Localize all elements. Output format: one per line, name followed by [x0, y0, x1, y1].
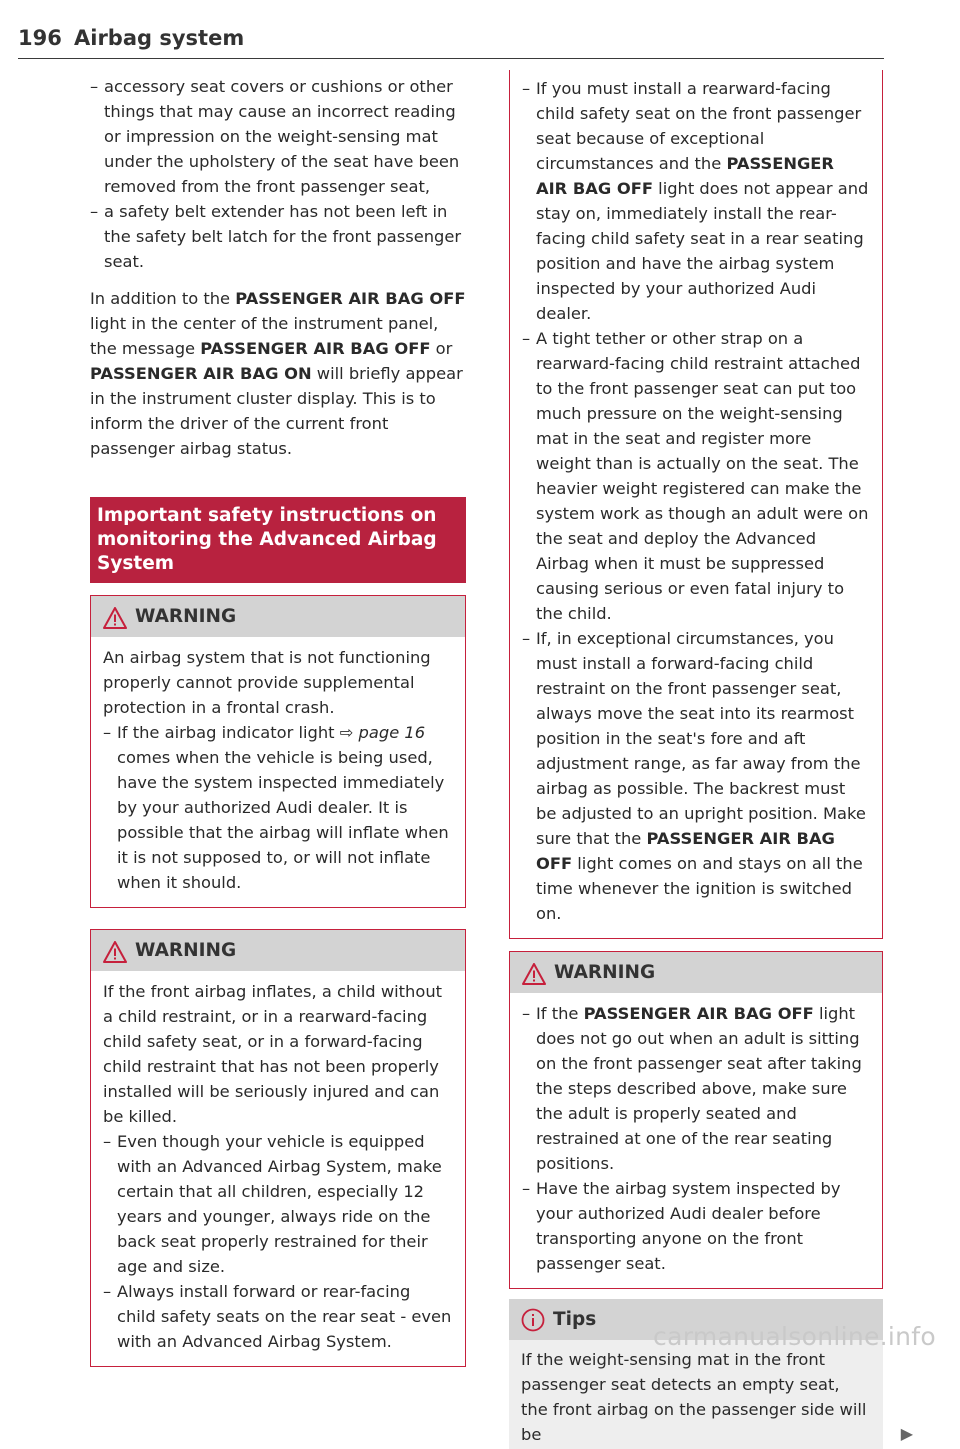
text: will briefly appear in the instrument cluster display. This is to inform the driver of the current front passenger airbag status. — [90, 364, 463, 458]
bold-term: PASSENGER AIR BAG OFF — [235, 289, 466, 308]
left-column — [90, 70, 466, 1367]
warning-list — [103, 1129, 453, 1354]
warning-header — [510, 952, 882, 993]
warning-title: WARNING — [135, 940, 237, 961]
text: light comes on and stays on all the time whenever the ignition is switched on. — [536, 854, 863, 923]
warning-title: WARNING — [554, 962, 656, 983]
warning-text: If the front airbag inflates, a child without a child restraint, or in a rearward-facing child safety seat, or in a forward-facing child restraint that has not been properly installed will be seriously injured and can be killed. — [103, 982, 443, 1126]
list-item — [522, 76, 870, 326]
warning-triangle-icon — [103, 607, 127, 629]
continue-arrow-icon: ▶ — [900, 1424, 913, 1443]
tips-text: If the weight-sensing mat in the front passenger seat detects an empty seat, the front airbag on the passenger side will be — [521, 1350, 867, 1444]
page-header — [18, 20, 884, 59]
list-item — [103, 720, 453, 895]
tips-body — [509, 1340, 913, 1449]
warning-list — [103, 720, 453, 895]
text: If you must install a rearward-facing child safety seat on the front passenger seat because of exceptional circumstances and the — [536, 79, 862, 173]
list-item — [522, 626, 870, 926]
text: comes when the vehicle is being used, have the system inspected immediately by your authorized Audi dealer. It is possible that the airbag will inflate when it is not supposed to, or will not inflate when it should. — [117, 748, 449, 892]
text: If the airbag indicator light — [117, 723, 340, 742]
page-number: 196 — [18, 26, 62, 50]
bold-term: PASSENGER AIR BAG OFF — [536, 829, 835, 873]
warning-triangle-icon — [522, 963, 546, 985]
text: light in the center of the instrument panel, the message — [90, 314, 439, 358]
list-item: – Have the airbag system inspected by your authorized Audi dealer before transporting anyone on the front passenger seat. — [522, 1176, 870, 1276]
warning-triangle-icon — [103, 941, 127, 963]
list-item: – Even though your vehicle is equipped with an Advanced Airbag System, make certain that all children, especially 12 years and younger, always ride on the back seat properly restrained for their age and size. — [103, 1129, 453, 1279]
bold-term: PASSENGER AIR BAG ON — [90, 364, 312, 383]
info-icon — [521, 1308, 545, 1332]
intro-list — [90, 74, 466, 274]
page-reference-link[interactable]: ⇨ page 16 — [339, 723, 426, 742]
warning-body — [510, 993, 882, 1288]
list-item — [522, 1001, 870, 1176]
warning-box — [509, 951, 883, 1289]
watermark: carmanualsonline.info — [653, 1322, 936, 1351]
status-paragraph — [90, 286, 466, 461]
warning-text: An airbag system that is not functioning properly cannot provide supplemental protection in a frontal crash. — [103, 648, 431, 717]
right-column — [509, 70, 913, 1449]
bold-term: PASSENGER AIR BAG OFF — [583, 1004, 814, 1023]
section-title: Airbag system — [74, 26, 245, 50]
list-item: – A tight tether or other strap on a rearward-facing child restraint attached to the front passenger seat can put too much pressure on the weight-sensing mat in the seat and register more weight than is actually on the seat. The heavier weight registered can make the system work as though an adult were on the seat and deploy the Advanced Airbag when it must be suppressed causing serious or even fatal injury to the child. — [522, 326, 870, 626]
safety-heading: Important safety instructions on monitoring the Advanced Airbag System — [90, 497, 466, 583]
text: If the — [536, 1004, 584, 1023]
list-item: – a safety belt extender has not been left in the safety belt latch for the front passenger seat. — [90, 199, 466, 274]
tips-title: Tips — [553, 1309, 597, 1330]
warning-body — [91, 637, 465, 907]
list-item: – Always install forward or rear-facing child safety seats on the rear seat - even with an Advanced Airbag System. — [103, 1279, 453, 1354]
text: or — [430, 339, 453, 358]
warning-list — [522, 1001, 870, 1276]
list-item: – accessory seat covers or cushions or other things that may cause an incorrect reading or impression on the weight-sensing mat under the upholstery of the seat have been removed from the front passenger seat, — [90, 74, 466, 199]
warning-header — [91, 596, 465, 637]
warning-header — [91, 930, 465, 971]
warning-box — [90, 929, 466, 1367]
warning-box-continued — [509, 70, 883, 939]
warning-box — [90, 595, 466, 908]
warning-body — [91, 971, 465, 1366]
text: light does not go out when an adult is sitting on the front passenger seat after taking the steps described above, make sure the adult is properly seated and restrained at one of the rear seating positions. — [536, 1004, 862, 1173]
warning-list — [522, 76, 870, 926]
text: light does not appear and stay on, immediately install the rear-facing child safety seat in a rear seating position and have the airbag system inspected by your authorized Audi dealer. — [536, 179, 869, 323]
bold-term: PASSENGER AIR BAG OFF — [200, 339, 431, 358]
text: In addition to the — [90, 289, 236, 308]
bold-term: PASSENGER AIR BAG OFF — [536, 154, 834, 198]
text: If, in exceptional circumstances, you must install a forward-facing child restraint on the front passenger seat, always move the seat into its rearmost position in the seat's fore and aft adjustment range, as far away from the airbag as possible. The backrest must be adjusted to an upright position. Make sure that the — [536, 629, 866, 848]
warning-title: WARNING — [135, 606, 237, 627]
